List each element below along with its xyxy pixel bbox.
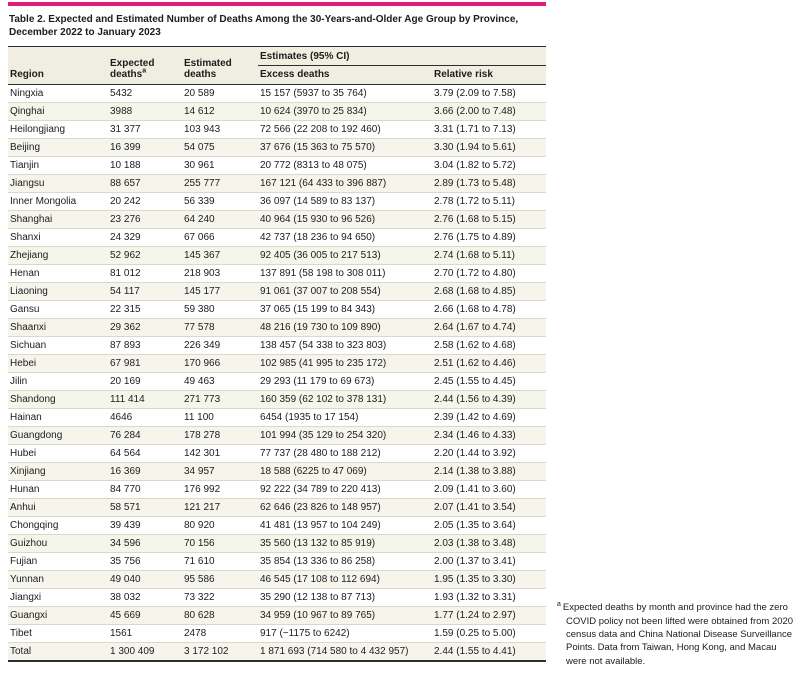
cell-excess: 29 293 (11 179 to 69 673) <box>258 373 432 391</box>
cell-expected: 45 669 <box>108 607 182 625</box>
cell-relative: 2.74 (1.68 to 5.11) <box>432 247 546 265</box>
cell-expected: 20 169 <box>108 373 182 391</box>
cell-excess: 72 566 (22 208 to 192 460) <box>258 121 432 139</box>
cell-region: Chongqing <box>8 517 108 535</box>
cell-region: Zhejiang <box>8 247 108 265</box>
cell-estimated: 3 172 102 <box>182 643 258 662</box>
cell-relative: 2.78 (1.72 to 5.11) <box>432 193 546 211</box>
cell-relative: 2.68 (1.68 to 4.85) <box>432 283 546 301</box>
cell-region: Guangdong <box>8 427 108 445</box>
cell-estimated: 67 066 <box>182 229 258 247</box>
table-row <box>8 283 546 301</box>
cell-relative: 3.30 (1.94 to 5.61) <box>432 139 546 157</box>
cell-region: Liaoning <box>8 283 108 301</box>
cell-estimated: 80 628 <box>182 607 258 625</box>
cell-excess: 160 359 (62 102 to 378 131) <box>258 391 432 409</box>
cell-estimated: 121 217 <box>182 499 258 517</box>
cell-excess: 1 871 693 (714 580 to 4 432 957) <box>258 643 432 662</box>
cell-relative: 3.31 (1.71 to 7.13) <box>432 121 546 139</box>
cell-excess: 46 545 (17 108 to 112 694) <box>258 571 432 589</box>
cell-expected: 29 362 <box>108 319 182 337</box>
table-row <box>8 463 546 481</box>
column-group-header-estimates-ci: Estimates (95% CI) <box>258 47 546 66</box>
cell-expected: 5432 <box>108 85 182 103</box>
cell-expected: 64 564 <box>108 445 182 463</box>
cell-expected: 3988 <box>108 103 182 121</box>
deaths-table <box>8 46 546 662</box>
cell-estimated: 49 463 <box>182 373 258 391</box>
cell-expected: 111 414 <box>108 391 182 409</box>
cell-relative: 2.76 (1.68 to 5.15) <box>432 211 546 229</box>
table-row <box>8 373 546 391</box>
cell-region: Anhui <box>8 499 108 517</box>
cell-region: Total <box>8 643 108 662</box>
cell-region: Jiangxi <box>8 589 108 607</box>
cell-relative: 2.09 (1.41 to 3.60) <box>432 481 546 499</box>
cell-excess: 92 222 (34 789 to 220 413) <box>258 481 432 499</box>
cell-expected: 88 657 <box>108 175 182 193</box>
cell-region: Shanxi <box>8 229 108 247</box>
cell-region: Beijing <box>8 139 108 157</box>
cell-expected: 16 369 <box>108 463 182 481</box>
table-footnote <box>557 598 798 668</box>
cell-estimated: 80 920 <box>182 517 258 535</box>
cell-relative: 3.04 (1.82 to 5.72) <box>432 157 546 175</box>
table-body <box>8 85 546 662</box>
cell-excess: 138 457 (54 338 to 323 803) <box>258 337 432 355</box>
cell-estimated: 64 240 <box>182 211 258 229</box>
cell-region: Hubei <box>8 445 108 463</box>
cell-excess: 77 737 (28 480 to 188 212) <box>258 445 432 463</box>
cell-excess: 15 157 (5937 to 35 764) <box>258 85 432 103</box>
cell-relative: 2.03 (1.38 to 3.48) <box>432 535 546 553</box>
table-row <box>8 391 546 409</box>
table-row <box>8 301 546 319</box>
cell-expected: 10 188 <box>108 157 182 175</box>
cell-relative: 2.45 (1.55 to 4.45) <box>432 373 546 391</box>
cell-expected: 49 040 <box>108 571 182 589</box>
cell-excess: 48 216 (19 730 to 109 890) <box>258 319 432 337</box>
cell-region: Shanghai <box>8 211 108 229</box>
cell-excess: 34 959 (10 967 to 89 765) <box>258 607 432 625</box>
cell-region: Shaanxi <box>8 319 108 337</box>
cell-region: Guizhou <box>8 535 108 553</box>
table-row <box>8 607 546 625</box>
cell-relative: 2.70 (1.72 to 4.80) <box>432 265 546 283</box>
table-row <box>8 157 546 175</box>
cell-expected: 58 571 <box>108 499 182 517</box>
cell-excess: 41 481 (13 957 to 104 249) <box>258 517 432 535</box>
table-row <box>8 247 546 265</box>
cell-region: Henan <box>8 265 108 283</box>
cell-estimated: 178 278 <box>182 427 258 445</box>
cell-region: Jilin <box>8 373 108 391</box>
cell-estimated: 11 100 <box>182 409 258 427</box>
table-row <box>8 571 546 589</box>
cell-estimated: 56 339 <box>182 193 258 211</box>
table-row <box>8 355 546 373</box>
cell-excess: 36 097 (14 589 to 83 137) <box>258 193 432 211</box>
cell-excess: 62 646 (23 826 to 148 957) <box>258 499 432 517</box>
table-row <box>8 589 546 607</box>
cell-estimated: 145 177 <box>182 283 258 301</box>
cell-estimated: 73 322 <box>182 589 258 607</box>
cell-estimated: 70 156 <box>182 535 258 553</box>
cell-region: Qinghai <box>8 103 108 121</box>
cell-expected: 87 893 <box>108 337 182 355</box>
table-row <box>8 481 546 499</box>
cell-relative: 2.58 (1.62 to 4.68) <box>432 337 546 355</box>
table-row-total <box>8 643 546 662</box>
cell-estimated: 59 380 <box>182 301 258 319</box>
cell-relative: 2.89 (1.73 to 5.48) <box>432 175 546 193</box>
cell-relative: 2.76 (1.75 to 4.89) <box>432 229 546 247</box>
cell-estimated: 218 903 <box>182 265 258 283</box>
cell-estimated: 14 612 <box>182 103 258 121</box>
cell-estimated: 95 586 <box>182 571 258 589</box>
cell-expected: 4646 <box>108 409 182 427</box>
cell-estimated: 145 367 <box>182 247 258 265</box>
cell-excess: 167 121 (64 433 to 396 887) <box>258 175 432 193</box>
cell-relative: 1.77 (1.24 to 2.97) <box>432 607 546 625</box>
cell-relative: 1.59 (0.25 to 5.00) <box>432 625 546 643</box>
table-row <box>8 193 546 211</box>
cell-expected: 22 315 <box>108 301 182 319</box>
cell-excess: 40 964 (15 930 to 96 526) <box>258 211 432 229</box>
cell-relative: 2.64 (1.67 to 4.74) <box>432 319 546 337</box>
cell-relative: 2.05 (1.35 to 3.64) <box>432 517 546 535</box>
cell-estimated: 34 957 <box>182 463 258 481</box>
table-row <box>8 175 546 193</box>
footnote-marker-a: a <box>142 67 147 75</box>
cell-excess: 18 588 (6225 to 47 069) <box>258 463 432 481</box>
column-header-excess-deaths: Excess deaths <box>258 66 432 85</box>
cell-excess: 917 (−1175 to 6242) <box>258 625 432 643</box>
cell-region: Yunnan <box>8 571 108 589</box>
column-header-estimated-deaths: Estimated deaths <box>182 47 258 85</box>
footnote-text: Expected deaths by month and province had the zero COVID policy not been lifted were obtained from 2020 census data and China National Disease Surveillance Points. Data from Taiwan, Hong Kong, and Macau were not available. <box>562 602 794 667</box>
table-row <box>8 265 546 283</box>
cell-expected: 24 329 <box>108 229 182 247</box>
cell-expected: 35 756 <box>108 553 182 571</box>
footnote-marker: a <box>557 601 561 608</box>
cell-expected: 31 377 <box>108 121 182 139</box>
cell-region: Sichuan <box>8 337 108 355</box>
cell-expected: 76 284 <box>108 427 182 445</box>
cell-region: Heilongjiang <box>8 121 108 139</box>
cell-region: Fujian <box>8 553 108 571</box>
table-header <box>8 47 546 85</box>
table-row <box>8 337 546 355</box>
cell-excess: 6454 (1935 to 17 154) <box>258 409 432 427</box>
table-row <box>8 445 546 463</box>
table-2-block <box>8 2 546 662</box>
column-header-relative-risk: Relative risk <box>432 66 546 85</box>
cell-expected: 38 032 <box>108 589 182 607</box>
cell-relative: 2.14 (1.38 to 3.88) <box>432 463 546 481</box>
table-row <box>8 139 546 157</box>
cell-region: Guangxi <box>8 607 108 625</box>
cell-estimated: 103 943 <box>182 121 258 139</box>
cell-estimated: 176 992 <box>182 481 258 499</box>
cell-excess: 35 290 (12 138 to 87 713) <box>258 589 432 607</box>
cell-estimated: 54 075 <box>182 139 258 157</box>
cell-region: Tianjin <box>8 157 108 175</box>
cell-expected: 23 276 <box>108 211 182 229</box>
cell-estimated: 271 773 <box>182 391 258 409</box>
expected-deaths-label: Expected deaths <box>110 58 155 80</box>
cell-excess: 37 065 (15 199 to 84 343) <box>258 301 432 319</box>
cell-expected: 67 981 <box>108 355 182 373</box>
cell-region: Jiangsu <box>8 175 108 193</box>
cell-relative: 2.51 (1.62 to 4.46) <box>432 355 546 373</box>
cell-estimated: 226 349 <box>182 337 258 355</box>
cell-excess: 102 985 (41 995 to 235 172) <box>258 355 432 373</box>
table-row <box>8 85 546 103</box>
cell-relative: 2.44 (1.56 to 4.39) <box>432 391 546 409</box>
cell-estimated: 142 301 <box>182 445 258 463</box>
table-row <box>8 499 546 517</box>
cell-excess: 137 891 (58 198 to 308 011) <box>258 265 432 283</box>
cell-excess: 20 772 (8313 to 48 075) <box>258 157 432 175</box>
cell-estimated: 2478 <box>182 625 258 643</box>
cell-excess: 35 560 (13 132 to 85 919) <box>258 535 432 553</box>
cell-relative: 2.39 (1.42 to 4.69) <box>432 409 546 427</box>
cell-excess: 101 994 (35 129 to 254 320) <box>258 427 432 445</box>
cell-region: Hebei <box>8 355 108 373</box>
cell-excess: 35 854 (13 336 to 86 258) <box>258 553 432 571</box>
cell-relative: 2.44 (1.55 to 4.41) <box>432 643 546 662</box>
cell-expected: 16 399 <box>108 139 182 157</box>
cell-estimated: 77 578 <box>182 319 258 337</box>
cell-excess: 92 405 (36 005 to 217 513) <box>258 247 432 265</box>
table-row <box>8 409 546 427</box>
column-header-expected-deaths <box>108 47 182 85</box>
table-row <box>8 535 546 553</box>
cell-excess: 42 737 (18 236 to 94 650) <box>258 229 432 247</box>
table-row <box>8 211 546 229</box>
cell-relative: 3.66 (2.00 to 7.48) <box>432 103 546 121</box>
cell-relative: 1.93 (1.32 to 3.31) <box>432 589 546 607</box>
cell-relative: 2.00 (1.37 to 3.41) <box>432 553 546 571</box>
cell-expected: 20 242 <box>108 193 182 211</box>
cell-excess: 91 061 (37 007 to 208 554) <box>258 283 432 301</box>
cell-relative: 2.66 (1.68 to 4.78) <box>432 301 546 319</box>
cell-region: Gansu <box>8 301 108 319</box>
table-row <box>8 427 546 445</box>
cell-region: Inner Mongolia <box>8 193 108 211</box>
cell-relative: 2.20 (1.44 to 3.92) <box>432 445 546 463</box>
cell-region: Hunan <box>8 481 108 499</box>
table-row <box>8 553 546 571</box>
cell-region: Hainan <box>8 409 108 427</box>
table-title: Table 2. Expected and Estimated Number of Deaths Among the 30-Years-and-Older Age Group by Province, December 2022 to January 2023 <box>9 14 519 38</box>
table-row <box>8 319 546 337</box>
cell-estimated: 71 610 <box>182 553 258 571</box>
cell-excess: 37 676 (15 363 to 75 570) <box>258 139 432 157</box>
cell-relative: 2.07 (1.41 to 3.54) <box>432 499 546 517</box>
cell-expected: 84 770 <box>108 481 182 499</box>
cell-expected: 52 962 <box>108 247 182 265</box>
cell-expected: 54 117 <box>108 283 182 301</box>
cell-expected: 39 439 <box>108 517 182 535</box>
cell-estimated: 30 961 <box>182 157 258 175</box>
table-row <box>8 121 546 139</box>
cell-excess: 10 624 (3970 to 25 834) <box>258 103 432 121</box>
cell-estimated: 170 966 <box>182 355 258 373</box>
cell-expected: 1561 <box>108 625 182 643</box>
table-row <box>8 517 546 535</box>
cell-expected: 34 596 <box>108 535 182 553</box>
column-header-region: Region <box>8 47 108 85</box>
cell-relative: 2.34 (1.46 to 4.33) <box>432 427 546 445</box>
cell-estimated: 255 777 <box>182 175 258 193</box>
cell-region: Ningxia <box>8 85 108 103</box>
cell-region: Shandong <box>8 391 108 409</box>
cell-estimated: 20 589 <box>182 85 258 103</box>
cell-expected: 1 300 409 <box>108 643 182 662</box>
table-row <box>8 103 546 121</box>
cell-region: Tibet <box>8 625 108 643</box>
cell-region: Xinjiang <box>8 463 108 481</box>
table-row <box>8 625 546 643</box>
cell-relative: 1.95 (1.35 to 3.30) <box>432 571 546 589</box>
cell-expected: 81 012 <box>108 265 182 283</box>
table-row <box>8 229 546 247</box>
cell-relative: 3.79 (2.09 to 7.58) <box>432 85 546 103</box>
